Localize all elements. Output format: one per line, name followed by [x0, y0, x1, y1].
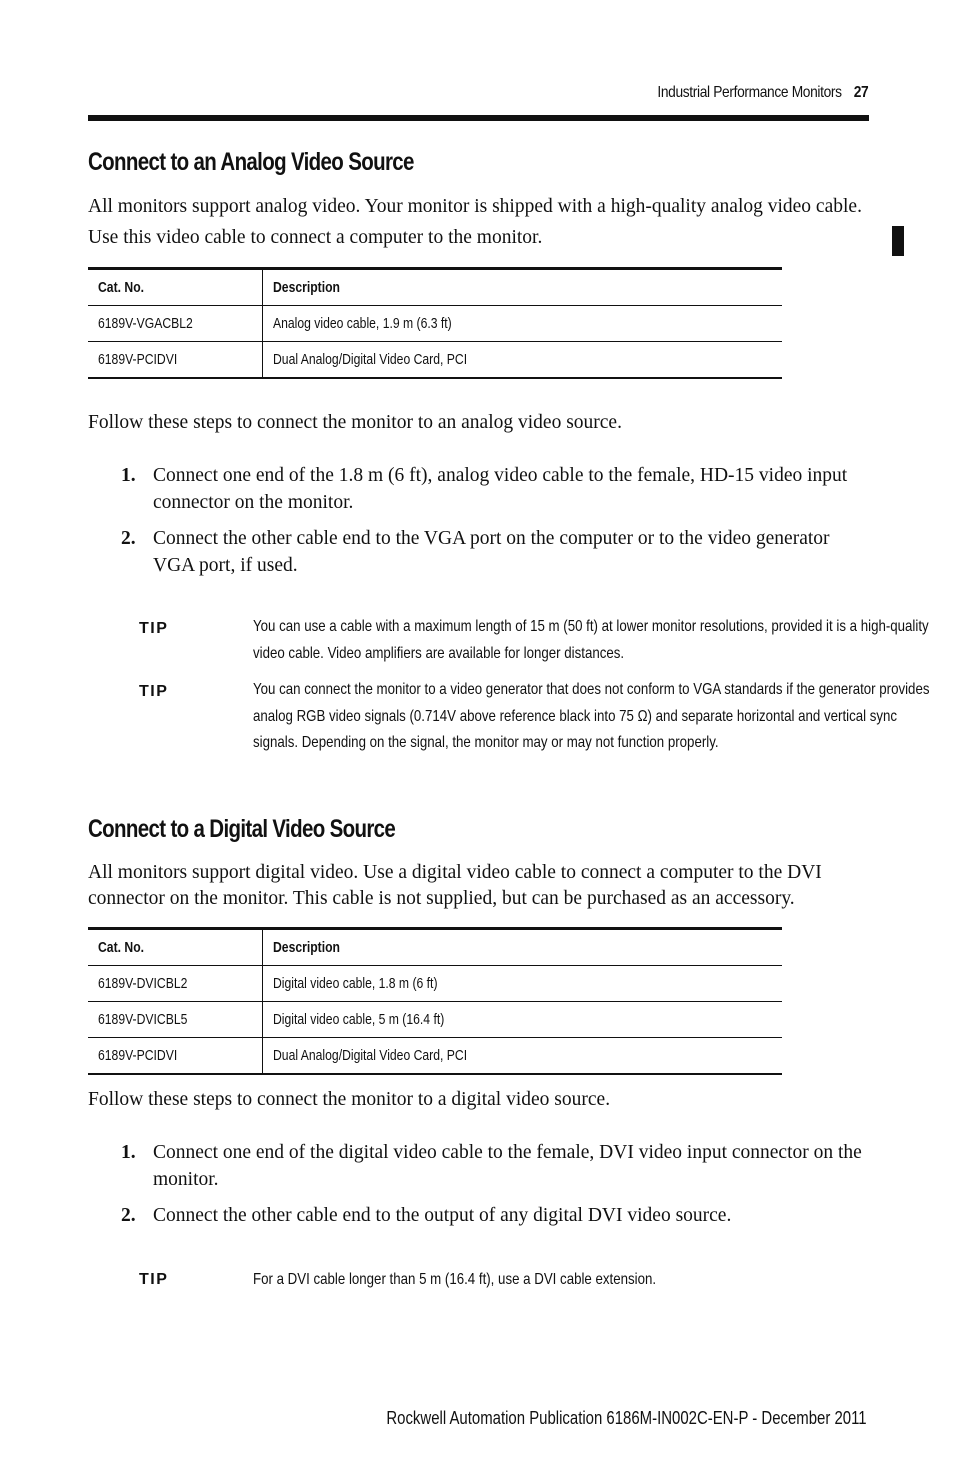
- table-cell: 6189V-DVICBL2: [88, 966, 263, 1002]
- step-number: 1.: [121, 1142, 136, 1163]
- analog-steps: [88, 462, 868, 588]
- tip-label: TIP: [139, 620, 169, 637]
- analog-intro: All monitors support analog video. Your monitor is shipped with a high-quality analog video cable. Use this video cable to connect a computer to the monitor.: [88, 196, 862, 248]
- list-item: [88, 1202, 868, 1229]
- table-cell: 6189V-VGACBL2: [88, 306, 263, 342]
- list-item: [88, 1139, 868, 1193]
- table-header-row: [88, 929, 782, 966]
- digital-steps: [88, 1139, 868, 1238]
- table-header-row: [88, 269, 782, 306]
- tip-text: You can connect the monitor to a video generator that does not conform to VGA standards if the generator provides analog RGB video signals (0.714V above reference black into 75 Ω) and separate horizontal and vertical sync signals. Depending on the signal, the monitor may or may not function properly.: [253, 681, 930, 751]
- analog-lead: Follow these steps to connect the monitor to an analog video source.: [88, 412, 622, 433]
- running-head: [657, 84, 868, 102]
- step-text: Connect one end of the digital video cable to the female, DVI video input connector on the monitor.: [153, 1142, 862, 1190]
- table-row: [88, 966, 782, 1002]
- tip-label: TIP: [139, 683, 169, 700]
- table-row: [88, 1002, 782, 1038]
- list-item: [88, 525, 868, 579]
- table-cell: 6189V-DVICBL5: [88, 1002, 263, 1038]
- tip-text: You can use a cable with a maximum length of 15 m (50 ft) at lower monitor resolutions, provided it is a high-quality video cable. Video amplifiers are available for longer distances.: [253, 618, 929, 662]
- digital-lead: Follow these steps to connect the monitor to a digital video source.: [88, 1089, 611, 1110]
- table-cell: Digital video cable, 1.8 m (6 ft): [263, 966, 783, 1002]
- step-text: Connect the other cable end to the output of any digital DVI video source.: [153, 1205, 732, 1226]
- table-cell: Dual Analog/Digital Video Card, PCI: [263, 342, 783, 379]
- step-number: 2.: [121, 1205, 136, 1226]
- step-text: Connect one end of the 1.8 m (6 ft), analog video cable to the female, HD-15 video input connector on the monitor.: [153, 465, 848, 513]
- table-row: [88, 306, 782, 342]
- table-cell: Digital video cable, 5 m (16.4 ft): [263, 1002, 783, 1038]
- change-bar: [892, 226, 904, 256]
- list-item: [88, 462, 868, 516]
- table-header-cell: Cat. No.: [88, 929, 263, 966]
- table-header-cell: Description: [263, 929, 783, 966]
- digital-cable-table: [88, 927, 782, 1075]
- page-number: 27: [853, 84, 868, 101]
- table-cell: 6189V-PCIDVI: [88, 1038, 263, 1075]
- header-rule: [88, 115, 869, 121]
- analog-heading: Connect to an Analog Video Source: [88, 148, 414, 176]
- step-number: 2.: [121, 528, 136, 549]
- table-row: [88, 1038, 782, 1075]
- table-cell: Analog video cable, 1.9 m (6.3 ft): [263, 306, 783, 342]
- analog-cable-table: [88, 267, 782, 379]
- publication-footer: Rockwell Automation Publication 6186M-IN002C-EN-P - December 2011: [386, 1408, 867, 1428]
- table-header-cell: Cat. No.: [88, 269, 263, 306]
- tip-label: TIP: [139, 1271, 169, 1288]
- table-cell: Dual Analog/Digital Video Card, PCI: [263, 1038, 783, 1075]
- digital-heading: Connect to a Digital Video Source: [88, 815, 396, 843]
- table-cell: 6189V-PCIDVI: [88, 342, 263, 379]
- tip-text: For a DVI cable longer than 5 m (16.4 ft), use a DVI cable extension.: [253, 1271, 657, 1288]
- table-header-cell: Description: [263, 269, 783, 306]
- step-number: 1.: [121, 465, 136, 486]
- step-text: Connect the other cable end to the VGA port on the computer or to the video generator VGA port, if used.: [153, 528, 830, 576]
- digital-intro: All monitors support digital video. Use a digital video cable to connect a computer to the DVI connector on the monitor. This cable is not supplied, but can be purchased as an accessory.: [88, 862, 822, 909]
- running-title: Industrial Performance Monitors: [656, 84, 842, 101]
- table-row: [88, 342, 782, 379]
